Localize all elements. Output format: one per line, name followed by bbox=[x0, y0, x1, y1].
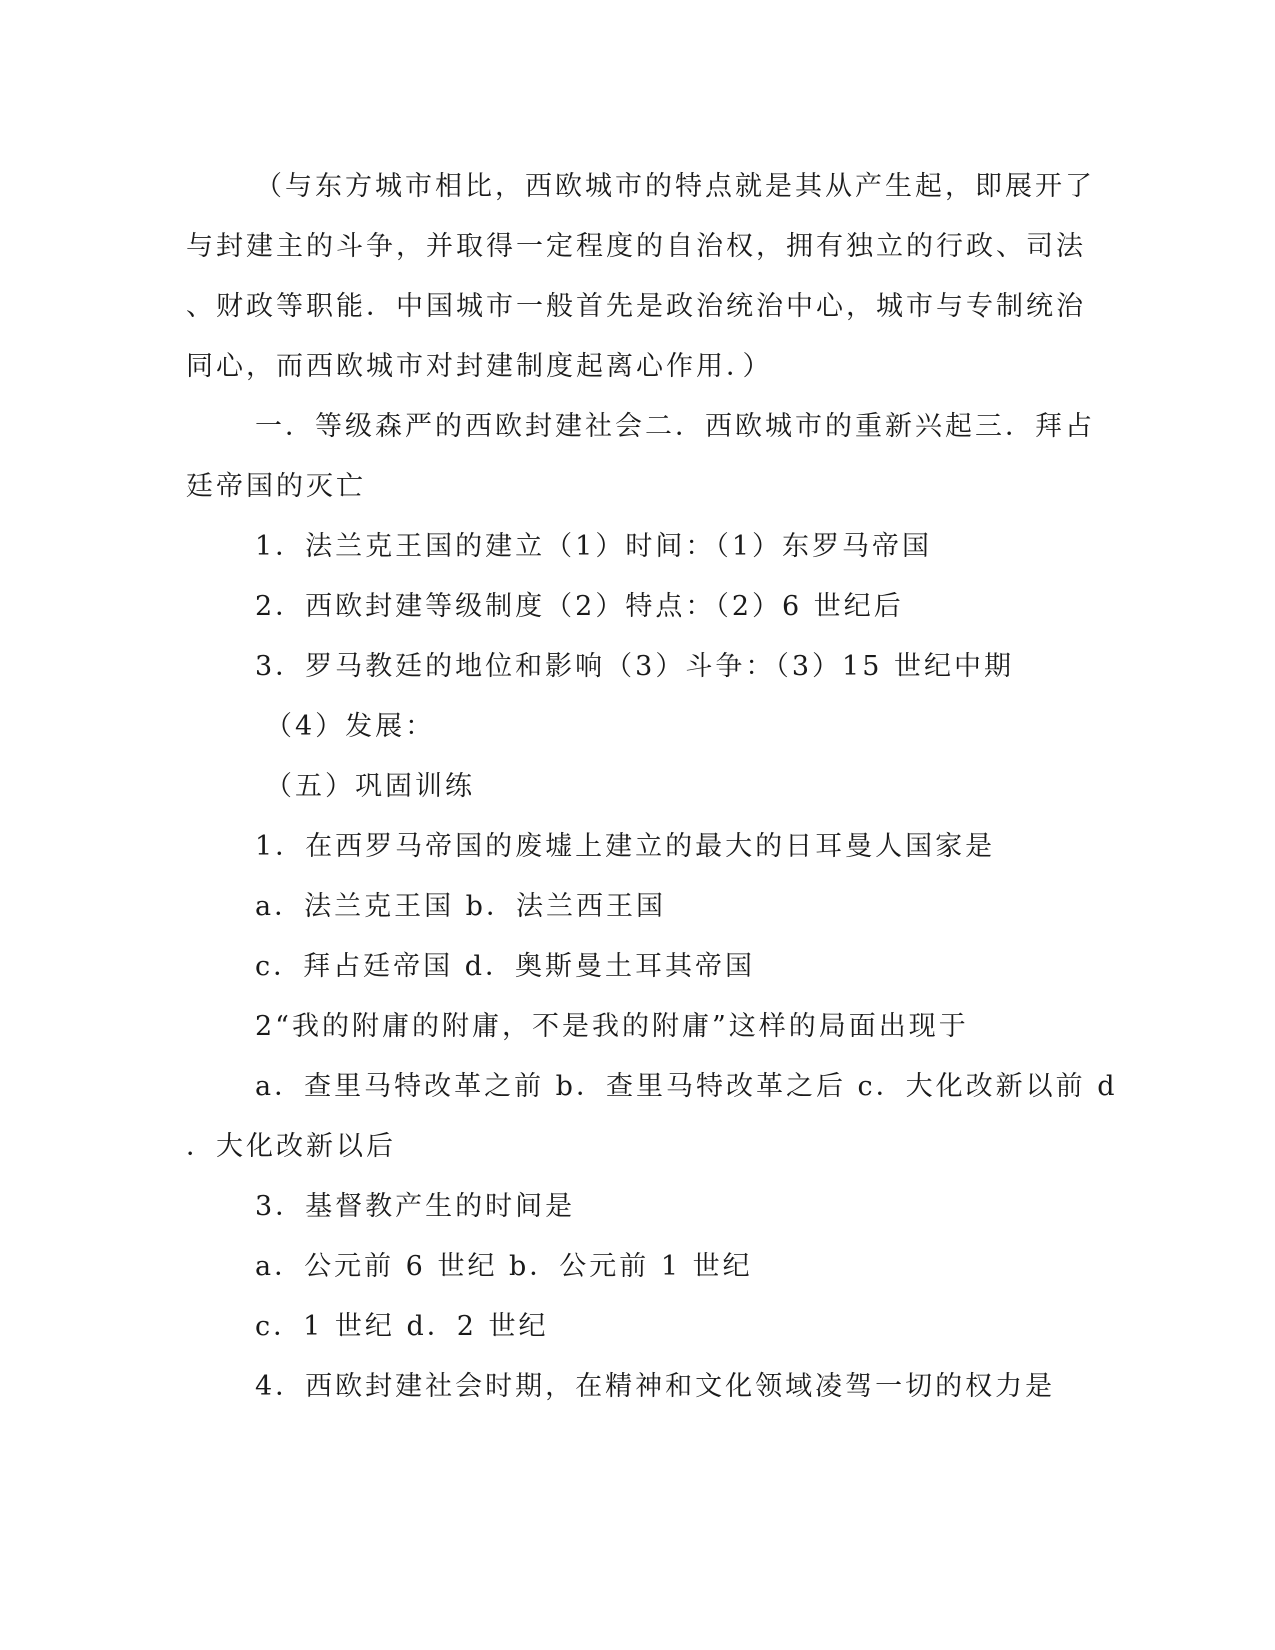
paragraph-line-2: 与封建主的斗争，并取得一定程度的自治权，拥有独立的行政、司法 bbox=[186, 231, 1086, 262]
question-3-options-ab: a．公元前 6 世纪 b．公元前 1 世纪 bbox=[255, 1251, 753, 1282]
paragraph-line-4: 同心，而西欧城市对封建制度起离心作用．） bbox=[186, 351, 773, 382]
exercise-section-heading: （五）巩固训练 bbox=[265, 771, 475, 802]
question-1-options-cd: c．拜占廷帝国 d．奥斯曼土耳其帝国 bbox=[255, 951, 755, 982]
question-2: 2“我的附庸的附庸，不是我的附庸”这样的局面出现于 bbox=[255, 1011, 969, 1042]
question-1-options-ab: a．法兰克王国 b．法兰西王国 bbox=[255, 891, 666, 922]
outline-item-3: 3．罗马教廷的地位和影响（3）斗争：（3）15 世纪中期 bbox=[255, 651, 1014, 682]
question-3: 3．基督教产生的时间是 bbox=[255, 1191, 576, 1222]
question-4: 4．西欧封建社会时期，在精神和文化领域凌驾一切的权力是 bbox=[255, 1371, 1056, 1402]
question-1: 1．在西罗马帝国的废墟上建立的最大的日耳曼人国家是 bbox=[255, 831, 996, 862]
question-3-options-cd: c．1 世纪 d．2 世纪 bbox=[255, 1311, 549, 1342]
question-2-options-continued: ．大化改新以后 bbox=[186, 1131, 396, 1162]
outline-item-2: 2．西欧封建等级制度（2）特点：（2）6 世纪后 bbox=[255, 591, 904, 622]
question-2-options: a．查里马特改革之前 b．查里马特改革之后 c．大化改新以前 d bbox=[255, 1071, 1118, 1102]
outline-item-4: （4）发展： bbox=[265, 711, 436, 742]
section-headings-line: 一．等级森严的西欧封建社会二．西欧城市的重新兴起三．拜占 bbox=[255, 411, 1095, 442]
outline-item-1: 1．法兰克王国的建立（1）时间：（1）东罗马帝国 bbox=[255, 531, 933, 562]
section-headings-line-continued: 廷帝国的灭亡 bbox=[186, 471, 366, 502]
paragraph-line-1: （与东方城市相比，西欧城市的特点就是其从产生起，即展开了 bbox=[255, 171, 1095, 202]
paragraph-line-3: 、财政等职能．中国城市一般首先是政治统治中心，城市与专制统治 bbox=[186, 291, 1086, 322]
